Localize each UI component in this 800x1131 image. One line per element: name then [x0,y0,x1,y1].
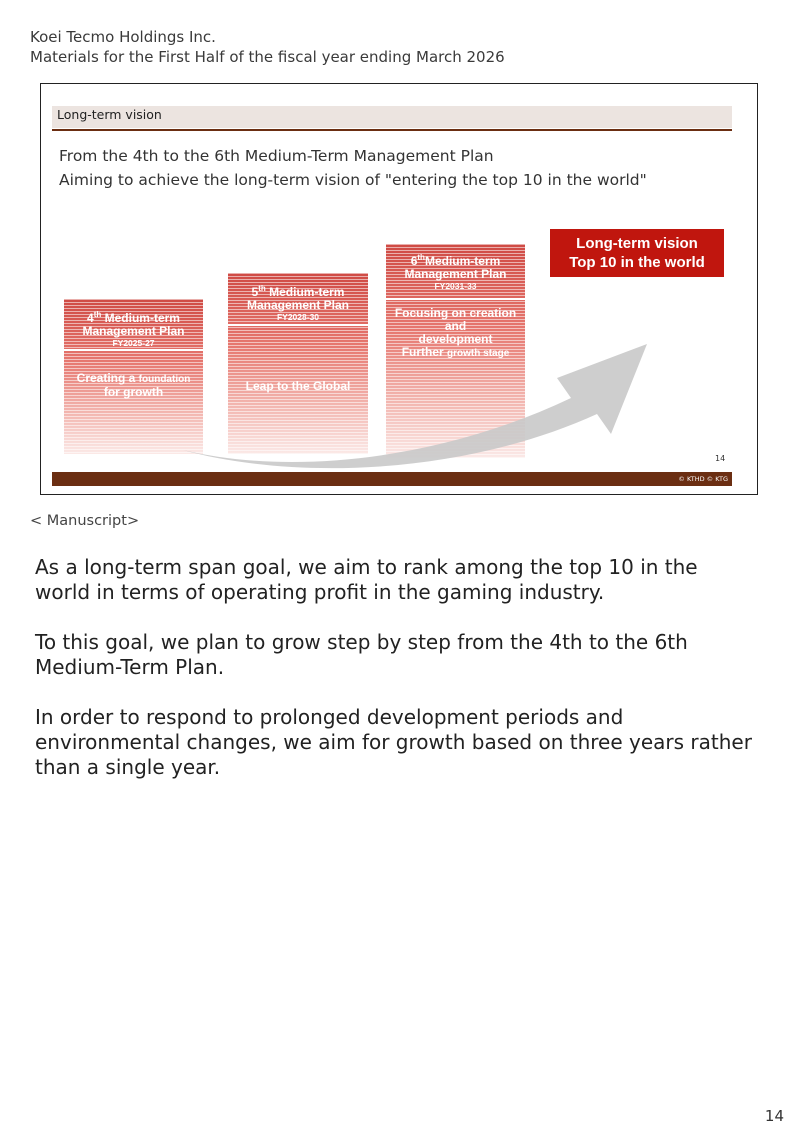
plan-4-body-a: Creating a [76,371,139,385]
lead-line-1: From the 4th to the 6th Medium-Term Management Plan [59,147,494,165]
plan-5-ordinal: 5 [251,285,259,299]
document-subtitle: Materials for the First Half of the fiscal year ending March 2026 [30,48,505,66]
lead-text [59,144,647,192]
manuscript-paragraph-3: In order to respond to prolonged development periods and environmental changes, we aim for growth based on three years rather than a single year. [35,705,752,779]
plan-6-body-d: Further [401,345,448,359]
plan-6-body-c: development [418,332,493,346]
manuscript-paragraph-2: To this goal, we plan to grow step by step from the 4th to the 6th Medium-Term Plan. [35,630,688,679]
plan-6-ordinal-suffix: th [417,253,425,262]
plan-6-ordinal: 6 [410,254,418,268]
vision-line-1: Long-term vision [576,235,698,252]
plan-5-title-a: Medium-term [265,285,345,299]
plan-6-body-a: Focusing on creation [394,306,517,320]
plan-4-period: FY2025-27 [112,338,155,348]
plan-5-ordinal-suffix: th [258,284,266,293]
section-title: Long-term vision [57,107,162,122]
company-name: Koei Tecmo Holdings Inc. [30,28,216,46]
plan-6-heading [386,251,525,291]
slide [40,83,758,495]
plan-4-title-a: Medium-term [101,311,180,325]
long-term-vision-box [550,229,724,277]
plan-4-ordinal-suffix: th [93,310,102,319]
section-rule [52,129,732,131]
copyright: © KTHD © KTG [678,475,728,483]
manuscript-body [35,555,755,805]
plan-6-period: FY2031-33 [434,281,477,291]
growth-arrow [181,314,661,470]
manuscript-paragraph-1: As a long-term span goal, we aim to rank among the top 10 in the world in terms of operating profit in the gaming industry. [35,555,698,604]
plan-6-title-b: Management Plan [404,267,507,281]
plan-6-divider [386,298,525,300]
plan-6-body-b: and [444,319,467,333]
plan-5-period: FY2028-30 [276,312,320,322]
lead-line-2: Aiming to achieve the long-term vision of "entering the top 10 in the world" [59,171,647,189]
slide-page-number: 14 [715,454,726,463]
plan-4-ordinal: 4 [87,311,94,325]
plan-6-title-a: Medium-term [424,254,501,268]
plan-4-body-a-small: foundation [138,374,191,385]
plan-6-body-d-small: growth stage [447,348,510,359]
document-header [30,27,505,67]
plan-4-body-b: for growth [103,385,164,399]
plan-5-title-b: Management Plan [246,298,350,312]
plan-4-title-b: Management Plan [82,324,185,338]
manuscript-label: < Manuscript> [30,513,140,529]
vision-line-2: Top 10 in the world [569,254,705,271]
slide-footer-bar [52,472,732,486]
page-number: 14 [764,1107,784,1125]
plan-5-body-a: Leap to the Global [245,379,351,393]
